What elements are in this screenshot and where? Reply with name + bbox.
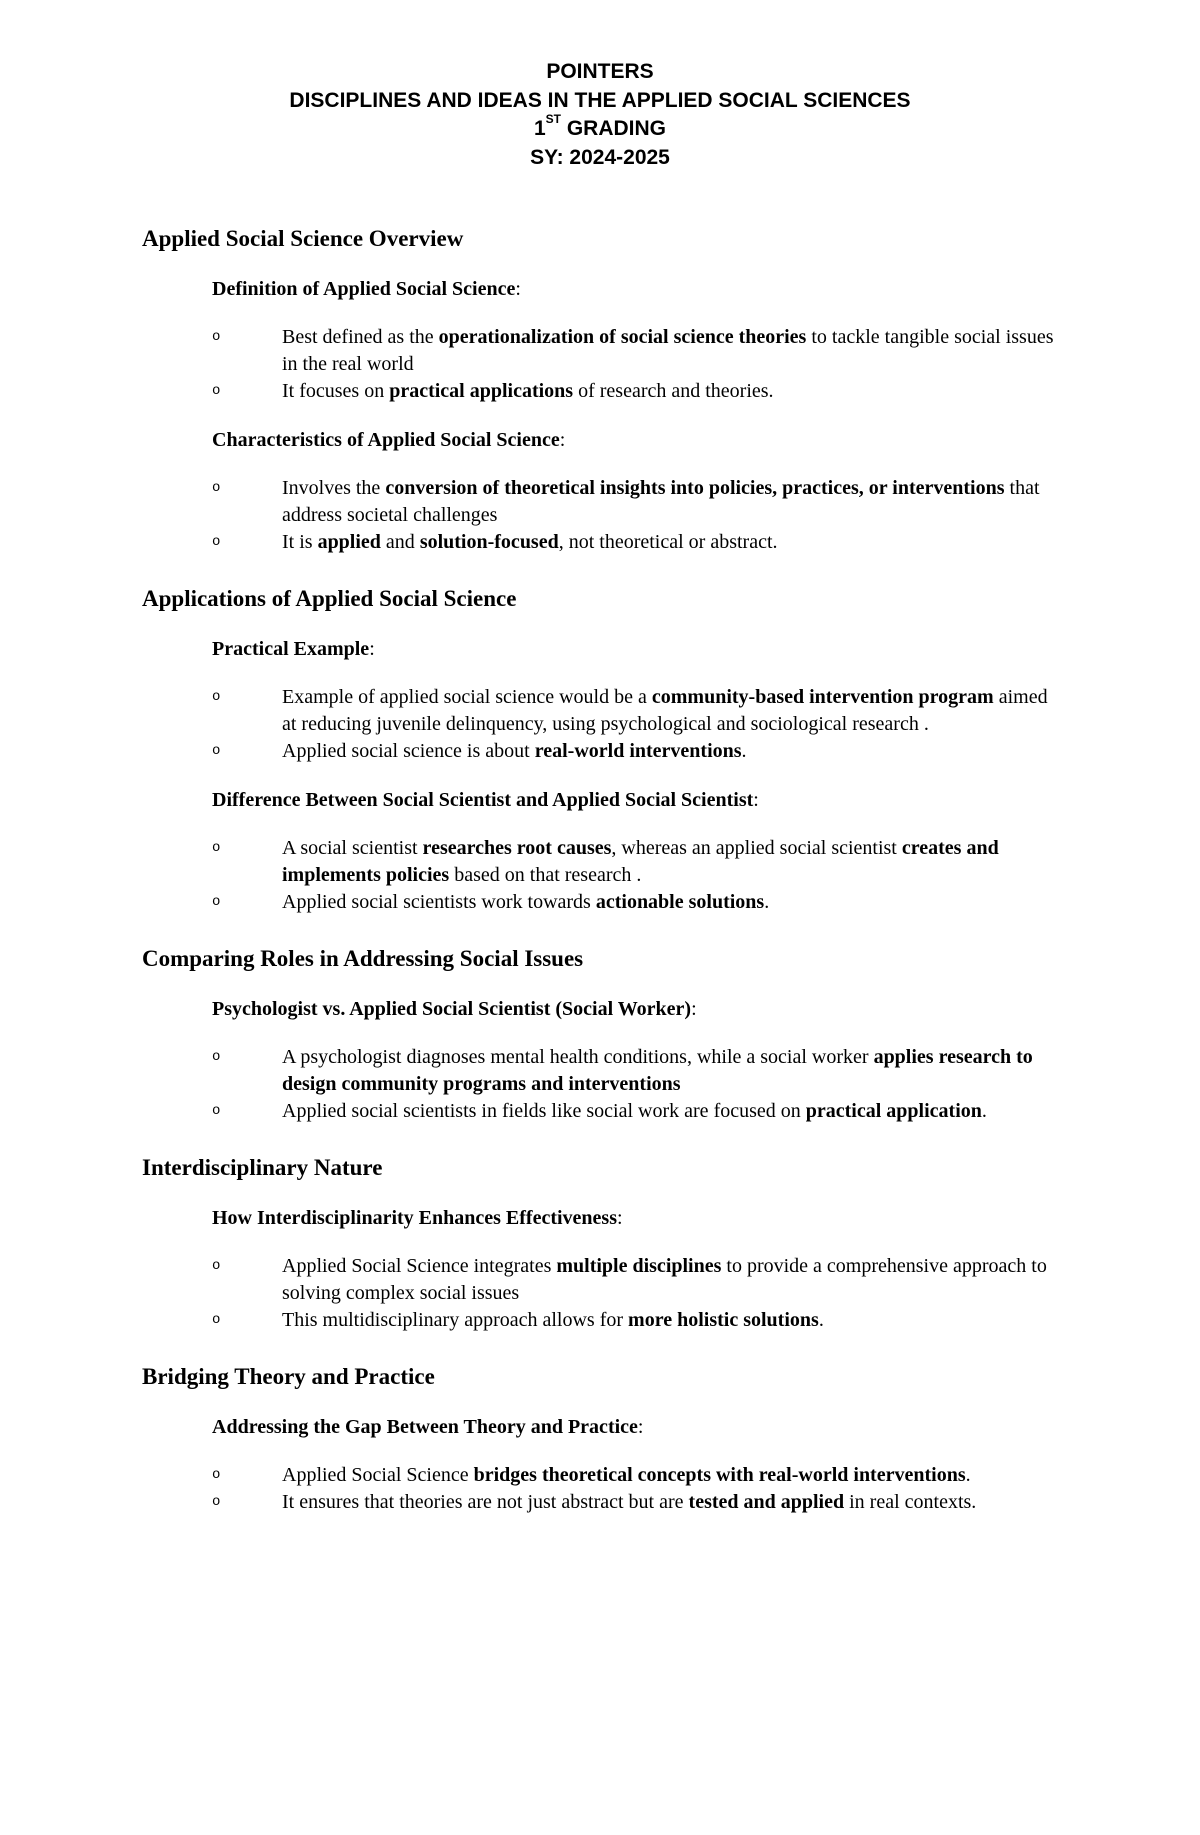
text-run: based on that research . — [449, 864, 642, 886]
subsection-title-colon: : — [515, 278, 521, 300]
bullet-list — [212, 324, 1062, 405]
text-run: Best defined as the — [282, 326, 439, 348]
section-title: Comparing Roles in Addressing Social Issues — [142, 946, 584, 971]
section — [142, 224, 1062, 556]
list-item — [212, 684, 1062, 738]
section-title: Interdisciplinary Nature — [142, 1155, 383, 1180]
text-run: and — [380, 531, 420, 553]
subsection — [212, 636, 1062, 765]
bullet-marker: o — [212, 1258, 221, 1274]
bullet-marker: o — [212, 840, 221, 856]
bullet-list — [212, 1462, 1062, 1516]
text-run: . — [981, 1100, 987, 1122]
bullet-list — [212, 475, 1062, 556]
subsection-title — [212, 787, 1062, 813]
header-title: POINTERS — [546, 60, 654, 83]
text-run: . — [818, 1309, 824, 1331]
subsection — [212, 427, 1062, 556]
subsection-title — [212, 636, 1062, 662]
grading-number: 1 — [533, 117, 546, 140]
text-run: to tackle tangible social issues in the real world — [282, 326, 1054, 375]
list-item — [212, 1098, 1062, 1125]
subsection-title-text: Addressing the Gap Between Theory and Practice — [212, 1416, 638, 1438]
bullet-list — [212, 1044, 1062, 1125]
subsection-title-colon: : — [637, 1416, 644, 1438]
list-item-text — [282, 891, 769, 913]
subsection-title-colon: : — [617, 1207, 623, 1229]
list-item — [212, 889, 1062, 916]
bullet-marker: o — [212, 894, 221, 910]
section-title: Applied Social Science Overview — [142, 226, 464, 251]
text-run: Applied Social Science — [282, 1464, 474, 1486]
section — [142, 1362, 1062, 1516]
list-item-text — [282, 1491, 976, 1513]
list-item-text — [282, 1255, 1047, 1304]
bullet-marker: o — [212, 1467, 221, 1483]
subsection-title-text: Practical Example — [212, 638, 370, 660]
bullet-marker: o — [212, 1049, 221, 1065]
bold-phrase: community-based intervention program — [651, 686, 994, 708]
bold-phrase: practical applications — [389, 380, 574, 402]
text-run: Applied Social Science integrates — [282, 1255, 557, 1277]
text-run: Applied social scientists work towards — [282, 891, 596, 913]
section — [142, 1153, 1062, 1334]
text-run: Applied social scientists in fields like social work are focused on — [282, 1100, 806, 1122]
subsection-title — [212, 996, 1062, 1022]
list-item-text — [282, 326, 1054, 375]
subsection-title — [212, 276, 1062, 302]
list-item-text — [282, 1309, 824, 1331]
subsection-title-colon: : — [369, 638, 375, 660]
bullet-list — [212, 1253, 1062, 1334]
list-item — [212, 324, 1062, 378]
subsection — [212, 276, 1062, 405]
text-run: It focuses on — [282, 380, 390, 402]
section — [142, 944, 1062, 1125]
grading-label: GRADING — [561, 117, 667, 140]
bullet-marker: o — [212, 329, 221, 345]
text-run: It is — [282, 531, 318, 553]
list-item — [212, 475, 1062, 529]
header-subject: DISCIPLINES AND IDEAS IN THE APPLIED SOCIAL SCIENCES — [289, 88, 911, 112]
bold-phrase: applied — [317, 531, 381, 553]
subsection-title-text: How Interdisciplinarity Enhances Effectiveness — [212, 1207, 617, 1229]
bold-phrase: tested and applied — [688, 1491, 845, 1513]
bold-phrase: more holistic solutions — [628, 1309, 819, 1331]
subsection — [212, 1205, 1062, 1334]
list-item-text — [282, 380, 774, 402]
subsection — [212, 996, 1062, 1125]
document-body — [142, 224, 1062, 1544]
bold-phrase: creates and implements policies — [282, 837, 999, 886]
list-item-text — [282, 740, 747, 762]
section — [142, 584, 1062, 916]
text-run: to provide a comprehensive approach to solving complex social issues — [282, 1255, 1047, 1304]
subsection-title-colon: : — [691, 998, 697, 1020]
text-run: A social scientist — [282, 837, 423, 859]
subsection-title-text: Psychologist vs. Applied Social Scientist (Social Worker) — [212, 998, 692, 1020]
subsection — [212, 1414, 1062, 1516]
bullet-marker: o — [212, 689, 221, 705]
bold-phrase: applies research to design community programs and interventions — [282, 1046, 1033, 1095]
bold-phrase: bridges theoretical concepts with real-world interventions — [473, 1464, 966, 1486]
section-title: Bridging Theory and Practice — [142, 1364, 435, 1389]
list-item-text — [282, 477, 1040, 526]
bold-phrase: operationalization of social science theories — [438, 326, 807, 348]
bullet-marker: o — [212, 1494, 221, 1510]
text-run: This multidisciplinary approach allows for — [282, 1309, 629, 1331]
list-item-text — [282, 837, 999, 886]
text-run: Example of applied social science would be a — [282, 686, 652, 708]
bullet-marker: o — [212, 534, 221, 550]
subsection-title — [212, 1414, 1062, 1440]
bold-phrase: researches root causes — [422, 837, 612, 859]
text-run: in real contexts. — [844, 1491, 977, 1513]
text-run: . — [965, 1464, 971, 1486]
bullet-list — [212, 835, 1062, 916]
text-run: of research and theories. — [573, 380, 774, 402]
bold-phrase: conversion of theoretical insights into policies, practices, or interventions — [385, 477, 1005, 499]
text-run: It ensures that theories are not just abstract but are — [282, 1491, 689, 1513]
subsection-title-colon: : — [753, 789, 759, 811]
header-grading — [0, 112, 1200, 144]
subsection-title-text: Difference Between Social Scientist and Applied Social Scientist — [212, 789, 754, 811]
text-run: aimed at reducing juvenile delinquency, using psychological and sociological research . — [282, 686, 1048, 735]
bold-phrase: actionable solutions — [595, 891, 765, 913]
subsection — [212, 787, 1062, 916]
list-item — [212, 1307, 1062, 1334]
grading-ordinal: ST — [545, 112, 562, 126]
list-item — [212, 835, 1062, 889]
bold-phrase: solution-focused — [419, 531, 559, 553]
text-run: , not theoretical or abstract. — [558, 531, 778, 553]
bullet-marker: o — [212, 480, 221, 496]
list-item-text — [282, 1046, 1033, 1095]
bullet-list — [212, 684, 1062, 765]
subsection-title-colon: : — [559, 429, 566, 451]
text-run: , whereas an applied social scientist — [611, 837, 902, 859]
text-run: . — [764, 891, 770, 913]
list-item — [212, 529, 1062, 556]
list-item-text — [282, 1464, 971, 1486]
subsection-title — [212, 427, 1062, 453]
list-item — [212, 1253, 1062, 1307]
bold-phrase: real-world interventions — [534, 740, 742, 762]
text-run: Involves the — [282, 477, 386, 499]
bullet-marker: o — [212, 1312, 221, 1328]
document-header — [0, 58, 1200, 172]
subsection-title-text: Definition of Applied Social Science — [212, 278, 516, 300]
text-run: that address societal challenges — [282, 477, 1040, 526]
list-item — [212, 1462, 1062, 1489]
list-item — [212, 378, 1062, 405]
list-item-text — [282, 531, 778, 553]
list-item-text — [282, 686, 1048, 735]
section-title: Applications of Applied Social Science — [142, 586, 517, 611]
text-run: A psychologist diagnoses mental health conditions, while a social worker — [282, 1046, 874, 1068]
list-item — [212, 738, 1062, 765]
list-item — [212, 1489, 1062, 1516]
subsection-title — [212, 1205, 1062, 1231]
bullet-marker: o — [212, 383, 221, 399]
bullet-marker: o — [212, 743, 221, 759]
subsection-title-text: Characteristics of Applied Social Science — [212, 429, 560, 451]
header-school-year: SY: 2024-2025 — [530, 145, 670, 169]
text-run: Applied social science is about — [282, 740, 535, 762]
bold-phrase: multiple disciplines — [556, 1255, 722, 1277]
bold-phrase: practical application — [805, 1100, 982, 1122]
text-run: . — [741, 740, 747, 762]
list-item — [212, 1044, 1062, 1098]
list-item-text — [282, 1100, 987, 1122]
bullet-marker: o — [212, 1103, 221, 1119]
